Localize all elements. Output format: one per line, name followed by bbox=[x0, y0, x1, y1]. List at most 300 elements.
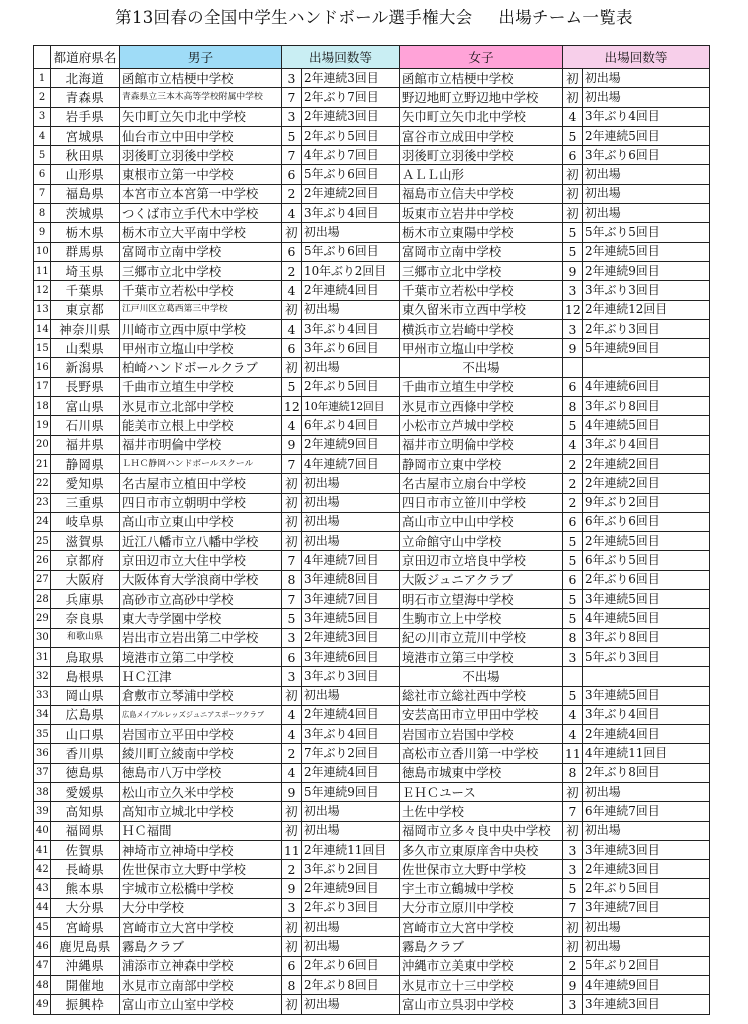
prefecture-cell: 山口県 bbox=[51, 725, 120, 744]
boys-team-cell: 松山市立久米中学校 bbox=[120, 782, 282, 801]
table-row bbox=[34, 261, 710, 280]
boys-count-cell: 6 bbox=[282, 647, 302, 666]
table-row bbox=[34, 281, 710, 300]
boys-appearance-cell: 5年ぶり6回目 bbox=[302, 242, 400, 261]
prefecture-cell: 新潟県 bbox=[51, 358, 120, 377]
boys-count-cell: 4 bbox=[282, 416, 302, 435]
boys-count-cell: 9 bbox=[282, 782, 302, 801]
boys-appearance-cell: 3年連続7回目 bbox=[302, 590, 400, 609]
boys-appearance-cell: 2年連続11回目 bbox=[302, 840, 400, 859]
table-row bbox=[34, 628, 710, 647]
prefecture-cell: 福岡県 bbox=[51, 821, 120, 840]
table-row bbox=[34, 667, 710, 686]
girls-team-cell: 大分市立原川中学校 bbox=[400, 898, 563, 917]
prefecture-cell: 山形県 bbox=[51, 165, 120, 184]
girls-appearance-cell: 2年ぶり6回目 bbox=[583, 570, 710, 589]
girls-team-cell: 土佐中学校 bbox=[400, 802, 563, 821]
girls-team-cell: 総社市立総社西中学校 bbox=[400, 686, 563, 705]
boys-appearance-cell: 3年連続8回目 bbox=[302, 570, 400, 589]
table-row bbox=[34, 782, 710, 801]
boys-appearance-cell: 初出場 bbox=[302, 995, 400, 1014]
prefecture-cell: 北海道 bbox=[51, 69, 120, 88]
boys-team-cell: 広島メイプルレッズジュニアスポーツクラブ bbox=[120, 705, 282, 724]
girls-appearance-cell: 3年連続7回目 bbox=[583, 898, 710, 917]
girls-appearance-cell: 初出場 bbox=[583, 88, 710, 107]
boys-count-cell: 2 bbox=[282, 744, 302, 763]
girls-count-cell: 9 bbox=[563, 261, 583, 280]
row-number: 8 bbox=[34, 204, 51, 223]
prefecture-cell: 愛知県 bbox=[51, 474, 120, 493]
girls-team-cell: 大阪ジュニアクラブ bbox=[400, 570, 563, 589]
boys-team-cell: 矢巾町立矢巾北中学校 bbox=[120, 107, 282, 126]
participant-table bbox=[33, 45, 710, 1015]
girls-count-cell: 2 bbox=[563, 474, 583, 493]
row-number: 10 bbox=[34, 242, 51, 261]
girls-team-cell: 静岡市立東中学校 bbox=[400, 454, 563, 473]
girls-team-cell: 福井市立明倫中学校 bbox=[400, 435, 563, 454]
boys-appearance-cell: 2年連続4回目 bbox=[302, 281, 400, 300]
girls-team-cell: 名古屋市立扇台中学校 bbox=[400, 474, 563, 493]
boys-team-cell: 千曲市立埴生中学校 bbox=[120, 377, 282, 396]
boys-team-cell: 能美市立根上中学校 bbox=[120, 416, 282, 435]
prefecture-cell: 福井県 bbox=[51, 435, 120, 454]
prefecture-cell: 長崎県 bbox=[51, 860, 120, 879]
boys-team-cell: ＨＣ福間 bbox=[120, 821, 282, 840]
row-number: 49 bbox=[34, 995, 51, 1014]
girls-count-cell: 5 bbox=[563, 126, 583, 145]
girls-count-cell: 9 bbox=[563, 975, 583, 994]
table-row bbox=[34, 165, 710, 184]
girls-team-cell: 富山市立呉羽中学校 bbox=[400, 995, 563, 1014]
girls-team-cell: 宮崎市立大宮中学校 bbox=[400, 918, 563, 937]
row-number: 40 bbox=[34, 821, 51, 840]
girls-appearance-cell: 4年連続9回目 bbox=[583, 975, 710, 994]
row-number: 39 bbox=[34, 802, 51, 821]
table-row bbox=[34, 397, 710, 416]
boys-team-cell: つくば市立手代木中学校 bbox=[120, 204, 282, 223]
boys-team-cell: 氷見市立南部中学校 bbox=[120, 975, 282, 994]
girls-team-cell: 宇土市立鶴城中学校 bbox=[400, 879, 563, 898]
prefecture-cell: 京都府 bbox=[51, 551, 120, 570]
row-number: 44 bbox=[34, 898, 51, 917]
girls-team-cell: 明石市立望海中学校 bbox=[400, 590, 563, 609]
boys-count-cell: 7 bbox=[282, 88, 302, 107]
girls-appearance-cell: 3年連続3回目 bbox=[583, 840, 710, 859]
prefecture-cell: 振興枠 bbox=[51, 995, 120, 1014]
boys-team-cell: 近江八幡市立八幡中学校 bbox=[120, 532, 282, 551]
table-row bbox=[34, 69, 710, 88]
girls-count-cell: 6 bbox=[563, 377, 583, 396]
boys-appearance-cell: 2年連続3回目 bbox=[302, 107, 400, 126]
girls-count-cell: 8 bbox=[563, 628, 583, 647]
boys-appearance-cell: 初出場 bbox=[302, 821, 400, 840]
girls-count-cell: 4 bbox=[563, 107, 583, 126]
girls-team-cell: 横浜市立岩崎中学校 bbox=[400, 319, 563, 338]
boys-count-cell: 5 bbox=[282, 126, 302, 145]
header-boys-count: 出場回数等 bbox=[282, 46, 400, 69]
boys-count-cell: 12 bbox=[282, 397, 302, 416]
prefecture-cell: 茨城県 bbox=[51, 204, 120, 223]
girls-count-cell: 5 bbox=[563, 609, 583, 628]
boys-count-cell: 2 bbox=[282, 860, 302, 879]
prefecture-cell: 広島県 bbox=[51, 705, 120, 724]
table-row bbox=[34, 454, 710, 473]
girls-appearance-cell: 初出場 bbox=[583, 184, 710, 203]
row-number: 4 bbox=[34, 126, 51, 145]
boys-count-cell: 9 bbox=[282, 435, 302, 454]
table-row bbox=[34, 647, 710, 666]
row-number: 31 bbox=[34, 647, 51, 666]
girls-team-cell: 栃木市立東陽中学校 bbox=[400, 223, 563, 242]
girls-team-cell: 不出場 bbox=[400, 358, 563, 377]
table-row bbox=[34, 319, 710, 338]
prefecture-cell: 大阪府 bbox=[51, 570, 120, 589]
row-number: 20 bbox=[34, 435, 51, 454]
girls-appearance-cell: 2年連続4回目 bbox=[583, 725, 710, 744]
girls-count-cell: 5 bbox=[563, 590, 583, 609]
girls-appearance-cell: 3年ぶり4回目 bbox=[583, 705, 710, 724]
prefecture-cell: 佐賀県 bbox=[51, 840, 120, 859]
boys-appearance-cell: 2年連続9回目 bbox=[302, 435, 400, 454]
girls-team-cell: 氷見市立西條中学校 bbox=[400, 397, 563, 416]
boys-count-cell: 4 bbox=[282, 281, 302, 300]
girls-appearance-cell: 4年連続5回目 bbox=[583, 609, 710, 628]
boys-appearance-cell: 2年連続9回目 bbox=[302, 879, 400, 898]
boys-appearance-cell: 2年連続3回目 bbox=[302, 628, 400, 647]
boys-team-cell: 甲州市立塩山中学校 bbox=[120, 339, 282, 358]
girls-team-cell: 京田辺市立培良中学校 bbox=[400, 551, 563, 570]
table-row bbox=[34, 570, 710, 589]
boys-team-cell: 川崎市立西中原中学校 bbox=[120, 319, 282, 338]
girls-team-cell: 千曲市立埴生中学校 bbox=[400, 377, 563, 396]
prefecture-cell: 栃木県 bbox=[51, 223, 120, 242]
girls-team-cell: 四日市市立笹川中学校 bbox=[400, 493, 563, 512]
girls-count-cell: 3 bbox=[563, 647, 583, 666]
row-number: 7 bbox=[34, 184, 51, 203]
girls-count-cell: 5 bbox=[563, 532, 583, 551]
boys-team-cell: 東根市立第一中学校 bbox=[120, 165, 282, 184]
girls-appearance-cell: 4年連続11回目 bbox=[583, 744, 710, 763]
girls-count-cell bbox=[563, 667, 583, 686]
girls-team-cell: 高山市立中山中学校 bbox=[400, 512, 563, 531]
row-number: 26 bbox=[34, 551, 51, 570]
row-number: 32 bbox=[34, 667, 51, 686]
girls-count-cell: 5 bbox=[563, 686, 583, 705]
table-row bbox=[34, 840, 710, 859]
prefecture-cell: 千葉県 bbox=[51, 281, 120, 300]
row-number: 14 bbox=[34, 319, 51, 338]
boys-team-cell: 本宮市立本宮第一中学校 bbox=[120, 184, 282, 203]
row-number: 38 bbox=[34, 782, 51, 801]
girls-team-cell: 小松市立芦城中学校 bbox=[400, 416, 563, 435]
girls-count-cell: 6 bbox=[563, 146, 583, 165]
girls-team-cell: 福岡市立多々良中央中学校 bbox=[400, 821, 563, 840]
row-number: 43 bbox=[34, 879, 51, 898]
girls-appearance-cell: 3年連続3回目 bbox=[583, 995, 710, 1014]
boys-count-cell: 6 bbox=[282, 242, 302, 261]
girls-team-cell: 佐世保市立大野中学校 bbox=[400, 860, 563, 879]
table-row bbox=[34, 551, 710, 570]
boys-appearance-cell: 5年連続9回目 bbox=[302, 782, 400, 801]
girls-count-cell: 2 bbox=[563, 493, 583, 512]
boys-appearance-cell: 2年ぶり6回目 bbox=[302, 956, 400, 975]
girls-appearance-cell: 3年ぶり8回目 bbox=[583, 397, 710, 416]
prefecture-cell: 埼玉県 bbox=[51, 261, 120, 280]
girls-team-cell: 氷見市立十三中学校 bbox=[400, 975, 563, 994]
row-number: 25 bbox=[34, 532, 51, 551]
prefecture-cell: 福島県 bbox=[51, 184, 120, 203]
girls-count-cell: 7 bbox=[563, 802, 583, 821]
table-row bbox=[34, 879, 710, 898]
girls-appearance-cell: 3年ぶり6回目 bbox=[583, 146, 710, 165]
prefecture-cell: 開催地 bbox=[51, 975, 120, 994]
boys-team-cell: 仙台市立中田中学校 bbox=[120, 126, 282, 145]
boys-appearance-cell: 4年連続7回目 bbox=[302, 454, 400, 473]
girls-team-cell: 紀の川市立荒川中学校 bbox=[400, 628, 563, 647]
boys-appearance-cell: 4年連続7回目 bbox=[302, 551, 400, 570]
table-row bbox=[34, 512, 710, 531]
prefecture-cell: 岐阜県 bbox=[51, 512, 120, 531]
girls-team-cell: 甲州市立塩山中学校 bbox=[400, 339, 563, 358]
row-number: 19 bbox=[34, 416, 51, 435]
table-row bbox=[34, 686, 710, 705]
table-row bbox=[34, 898, 710, 917]
prefecture-cell: 群馬県 bbox=[51, 242, 120, 261]
boys-count-cell: 3 bbox=[282, 107, 302, 126]
girls-appearance-cell: 3年連続5回目 bbox=[583, 590, 710, 609]
boys-team-cell: 神埼市立神埼中学校 bbox=[120, 840, 282, 859]
table-row bbox=[34, 435, 710, 454]
boys-count-cell: 8 bbox=[282, 975, 302, 994]
girls-count-cell: 3 bbox=[563, 840, 583, 859]
girls-appearance-cell: 初出場 bbox=[583, 937, 710, 956]
boys-team-cell: 宇城市立松橋中学校 bbox=[120, 879, 282, 898]
boys-count-cell: 3 bbox=[282, 69, 302, 88]
boys-count-cell: 3 bbox=[282, 667, 302, 686]
girls-team-cell: 立命館守山中学校 bbox=[400, 532, 563, 551]
boys-appearance-cell: 初出場 bbox=[302, 802, 400, 821]
boys-team-cell: 宮崎市立大宮中学校 bbox=[120, 918, 282, 937]
row-number: 2 bbox=[34, 88, 51, 107]
girls-appearance-cell: 初出場 bbox=[583, 782, 710, 801]
boys-team-cell: 千葉市立若松中学校 bbox=[120, 281, 282, 300]
page-title bbox=[0, 4, 748, 28]
table-row bbox=[34, 995, 710, 1014]
boys-count-cell: 初 bbox=[282, 937, 302, 956]
boys-count-cell: 6 bbox=[282, 339, 302, 358]
prefecture-cell: 滋賀県 bbox=[51, 532, 120, 551]
row-number: 30 bbox=[34, 628, 51, 647]
girls-team-cell: 函館市立桔梗中学校 bbox=[400, 69, 563, 88]
table-row bbox=[34, 377, 710, 396]
prefecture-cell: 愛媛県 bbox=[51, 782, 120, 801]
table-row bbox=[34, 763, 710, 782]
boys-count-cell: 初 bbox=[282, 474, 302, 493]
girls-appearance-cell: 2年連続12回目 bbox=[583, 300, 710, 319]
boys-team-cell: 名古屋市立植田中学校 bbox=[120, 474, 282, 493]
row-number: 24 bbox=[34, 512, 51, 531]
header-girls-count: 出場回数等 bbox=[563, 46, 710, 69]
row-number: 46 bbox=[34, 937, 51, 956]
row-number: 47 bbox=[34, 956, 51, 975]
girls-appearance-cell: 4年連続6回目 bbox=[583, 377, 710, 396]
boys-team-cell: 浦添市立神森中学校 bbox=[120, 956, 282, 975]
girls-team-cell: 福島市立信夫中学校 bbox=[400, 184, 563, 203]
boys-count-cell: 初 bbox=[282, 532, 302, 551]
row-number: 6 bbox=[34, 165, 51, 184]
girls-team-cell: 東久留米市立西中学校 bbox=[400, 300, 563, 319]
table-row bbox=[34, 590, 710, 609]
girls-team-cell: 矢巾町立矢巾北中学校 bbox=[400, 107, 563, 126]
boys-appearance-cell: 3年連続5回目 bbox=[302, 609, 400, 628]
girls-count-cell: 初 bbox=[563, 184, 583, 203]
girls-team-cell: 岩国市立岩国中学校 bbox=[400, 725, 563, 744]
boys-count-cell: 7 bbox=[282, 590, 302, 609]
boys-team-cell: 徳島市八万中学校 bbox=[120, 763, 282, 782]
prefecture-cell: 山梨県 bbox=[51, 339, 120, 358]
boys-appearance-cell: 10年連続12回目 bbox=[302, 397, 400, 416]
boys-appearance-cell: 3年ぶり6回目 bbox=[302, 339, 400, 358]
girls-team-cell: 安芸高田市立甲田中学校 bbox=[400, 705, 563, 724]
boys-count-cell: 初 bbox=[282, 358, 302, 377]
boys-appearance-cell: 2年連続2回目 bbox=[302, 184, 400, 203]
girls-appearance-cell: 3年ぶり4回目 bbox=[583, 107, 710, 126]
girls-team-cell: 羽後町立羽後中学校 bbox=[400, 146, 563, 165]
girls-appearance-cell: 初出場 bbox=[583, 165, 710, 184]
girls-count-cell: 5 bbox=[563, 551, 583, 570]
girls-team-cell: 富岡市立南中学校 bbox=[400, 242, 563, 261]
girls-team-cell: 千葉市立若松中学校 bbox=[400, 281, 563, 300]
row-number: 17 bbox=[34, 377, 51, 396]
row-number: 9 bbox=[34, 223, 51, 242]
boys-team-cell: 福井市明倫中学校 bbox=[120, 435, 282, 454]
girls-count-cell: 3 bbox=[563, 319, 583, 338]
boys-count-cell: 4 bbox=[282, 319, 302, 338]
prefecture-cell: 神奈川県 bbox=[51, 319, 120, 338]
girls-appearance-cell: 2年連続5回目 bbox=[583, 126, 710, 145]
table-row bbox=[34, 242, 710, 261]
boys-appearance-cell: 7年ぶり2回目 bbox=[302, 744, 400, 763]
boys-count-cell: 5 bbox=[282, 377, 302, 396]
table-row bbox=[34, 918, 710, 937]
table-header-row bbox=[34, 46, 710, 69]
boys-team-cell: ＨＣ江津 bbox=[120, 667, 282, 686]
girls-count-cell: 初 bbox=[563, 918, 583, 937]
header-number bbox=[34, 46, 51, 69]
boys-appearance-cell: 初出場 bbox=[302, 918, 400, 937]
prefecture-cell: 青森県 bbox=[51, 88, 120, 107]
boys-team-cell: 高山市立東山中学校 bbox=[120, 512, 282, 531]
boys-team-cell: 岩出市立岩出第二中学校 bbox=[120, 628, 282, 647]
row-number: 34 bbox=[34, 705, 51, 724]
prefecture-cell: 長野県 bbox=[51, 377, 120, 396]
boys-team-cell: 大阪体育大学浪商中学校 bbox=[120, 570, 282, 589]
boys-count-cell: 3 bbox=[282, 628, 302, 647]
row-number: 13 bbox=[34, 300, 51, 319]
table-row bbox=[34, 146, 710, 165]
boys-count-cell: 2 bbox=[282, 184, 302, 203]
girls-count-cell: 9 bbox=[563, 339, 583, 358]
girls-team-cell: 沖縄市立美東中学校 bbox=[400, 956, 563, 975]
girls-count-cell: 5 bbox=[563, 223, 583, 242]
boys-count-cell: 初 bbox=[282, 300, 302, 319]
boys-appearance-cell: 初出場 bbox=[302, 493, 400, 512]
table-body bbox=[34, 69, 710, 1015]
row-number: 27 bbox=[34, 570, 51, 589]
girls-count-cell: 4 bbox=[563, 725, 583, 744]
girls-team-cell: 高松市立香川第一中学校 bbox=[400, 744, 563, 763]
boys-team-cell: 東大寺学園中学校 bbox=[120, 609, 282, 628]
prefecture-cell: 大分県 bbox=[51, 898, 120, 917]
girls-count-cell: 初 bbox=[563, 204, 583, 223]
girls-appearance-cell: 5年ぶり5回目 bbox=[583, 223, 710, 242]
boys-team-cell: 高砂市立高砂中学校 bbox=[120, 590, 282, 609]
table-row bbox=[34, 725, 710, 744]
prefecture-cell: 宮城県 bbox=[51, 126, 120, 145]
prefecture-cell: 沖縄県 bbox=[51, 956, 120, 975]
girls-count-cell: 初 bbox=[563, 937, 583, 956]
girls-appearance-cell: 2年連続5回目 bbox=[583, 242, 710, 261]
girls-appearance-cell: 5年ぶり3回目 bbox=[583, 647, 710, 666]
prefecture-cell: 鹿児島県 bbox=[51, 937, 120, 956]
boys-count-cell: 初 bbox=[282, 918, 302, 937]
row-number: 42 bbox=[34, 860, 51, 879]
boys-appearance-cell: 初出場 bbox=[302, 474, 400, 493]
row-number: 29 bbox=[34, 609, 51, 628]
boys-appearance-cell: 3年連続6回目 bbox=[302, 647, 400, 666]
girls-count-cell: 初 bbox=[563, 69, 583, 88]
boys-appearance-cell: 3年ぶり4回目 bbox=[302, 725, 400, 744]
boys-team-cell: 三郷市立北中学校 bbox=[120, 261, 282, 280]
page-title-main: 第13回春の全国中学生ハンドボール選手権大会 bbox=[115, 8, 473, 27]
table-row bbox=[34, 705, 710, 724]
girls-count-cell bbox=[563, 358, 583, 377]
boys-appearance-cell: 初出場 bbox=[302, 223, 400, 242]
girls-count-cell: 8 bbox=[563, 763, 583, 782]
row-number: 1 bbox=[34, 69, 51, 88]
girls-team-cell: ＥＨＣユース bbox=[400, 782, 563, 801]
boys-appearance-cell: 4年ぶり7回目 bbox=[302, 146, 400, 165]
boys-team-cell: 倉敷市立琴浦中学校 bbox=[120, 686, 282, 705]
boys-count-cell: 7 bbox=[282, 146, 302, 165]
boys-appearance-cell: 2年ぶり7回目 bbox=[302, 88, 400, 107]
boys-team-cell: 氷見市立北部中学校 bbox=[120, 397, 282, 416]
girls-appearance-cell bbox=[583, 358, 710, 377]
table-row bbox=[34, 300, 710, 319]
girls-appearance-cell: 2年ぶり3回目 bbox=[583, 319, 710, 338]
boys-count-cell: 初 bbox=[282, 686, 302, 705]
girls-count-cell: 6 bbox=[563, 512, 583, 531]
prefecture-cell: 静岡県 bbox=[51, 454, 120, 473]
prefecture-cell: 香川県 bbox=[51, 744, 120, 763]
girls-team-cell: 徳島市城東中学校 bbox=[400, 763, 563, 782]
prefecture-cell: 岡山県 bbox=[51, 686, 120, 705]
boys-count-cell: 初 bbox=[282, 821, 302, 840]
boys-appearance-cell: 10年ぶり2回目 bbox=[302, 261, 400, 280]
girls-appearance-cell: 初出場 bbox=[583, 204, 710, 223]
prefecture-cell: 奈良県 bbox=[51, 609, 120, 628]
prefecture-cell: 岩手県 bbox=[51, 107, 120, 126]
table-row bbox=[34, 802, 710, 821]
prefecture-cell: 高知県 bbox=[51, 802, 120, 821]
girls-team-cell: ＡＬＬ山形 bbox=[400, 165, 563, 184]
boys-team-cell: 佐世保市立大野中学校 bbox=[120, 860, 282, 879]
prefecture-cell: 三重県 bbox=[51, 493, 120, 512]
boys-count-cell: 初 bbox=[282, 493, 302, 512]
table-row bbox=[34, 474, 710, 493]
boys-appearance-cell: 2年連続4回目 bbox=[302, 705, 400, 724]
table-row bbox=[34, 88, 710, 107]
